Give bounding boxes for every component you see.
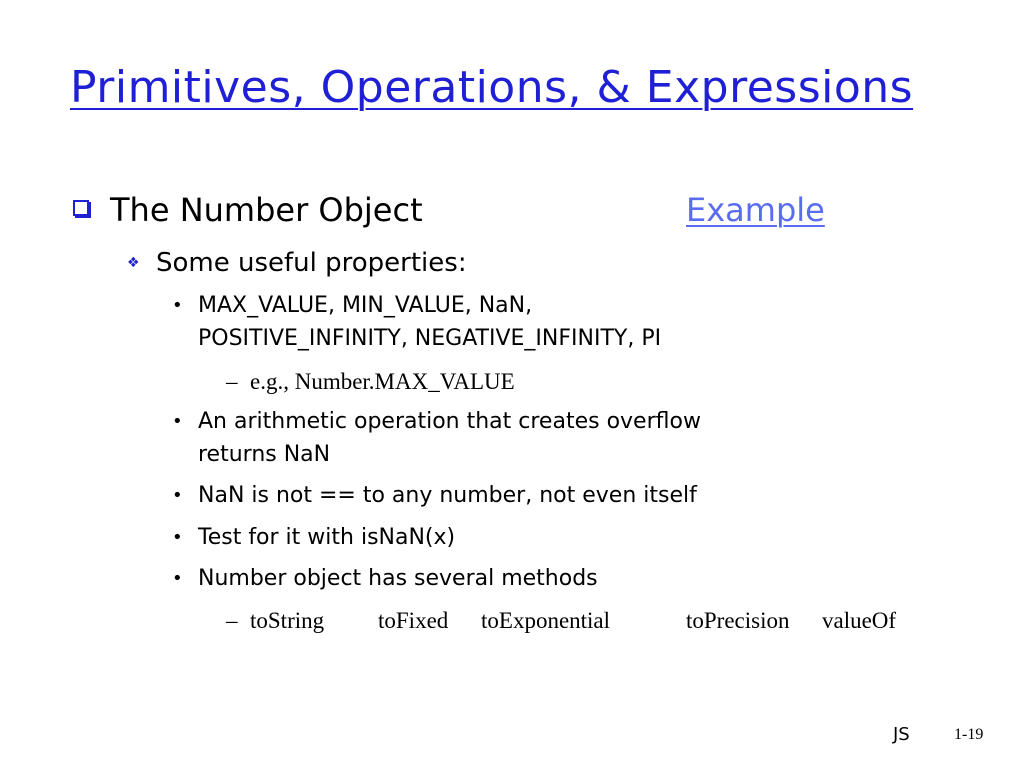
example-link[interactable]: Example	[686, 191, 825, 229]
method-tostring: toString	[250, 608, 325, 633]
heading-number-object: The Number Object	[110, 191, 423, 229]
bullet-methods: Number object has several methods	[198, 566, 598, 591]
method-tofixed: toFixed	[378, 608, 449, 633]
method-toexponential: toExponential	[481, 608, 611, 633]
bullet-dot: •	[172, 527, 183, 548]
diamond-bullet-icon: ❖	[127, 255, 140, 271]
bullet-isnan: Test for it with isNaN(x)	[198, 525, 456, 550]
bullet-properties-line2: POSITIVE_INFINITY, NEGATIVE_INFINITY, PI	[198, 326, 662, 351]
slide-title: Primitives, Operations, & Expressions	[70, 62, 914, 113]
subheading-properties: Some useful properties:	[156, 248, 467, 278]
dash-marker: –	[226, 369, 238, 394]
bullet-dot: •	[172, 411, 183, 432]
example-max-value: e.g., Number.MAX_VALUE	[250, 369, 515, 394]
page-number: 1-19	[954, 726, 984, 743]
bullet-dot: •	[172, 295, 183, 316]
bullet-nan-equality: NaN is not == to any number, not even itself	[198, 483, 697, 508]
bullet-overflow-line2: returns NaN	[198, 442, 331, 467]
square-bullet-icon	[73, 200, 89, 216]
bullet-dot: •	[172, 568, 183, 589]
dash-marker: –	[226, 608, 238, 633]
bullet-overflow-line1: An arithmetic operation that creates overflow	[198, 409, 701, 434]
bullet-properties-line1: MAX_VALUE, MIN_VALUE, NaN,	[198, 293, 533, 318]
bullet-dot: •	[172, 485, 183, 506]
method-valueof: valueOf	[822, 608, 897, 633]
footer-label: JS	[893, 724, 910, 745]
method-toprecision: toPrecision	[686, 608, 790, 633]
